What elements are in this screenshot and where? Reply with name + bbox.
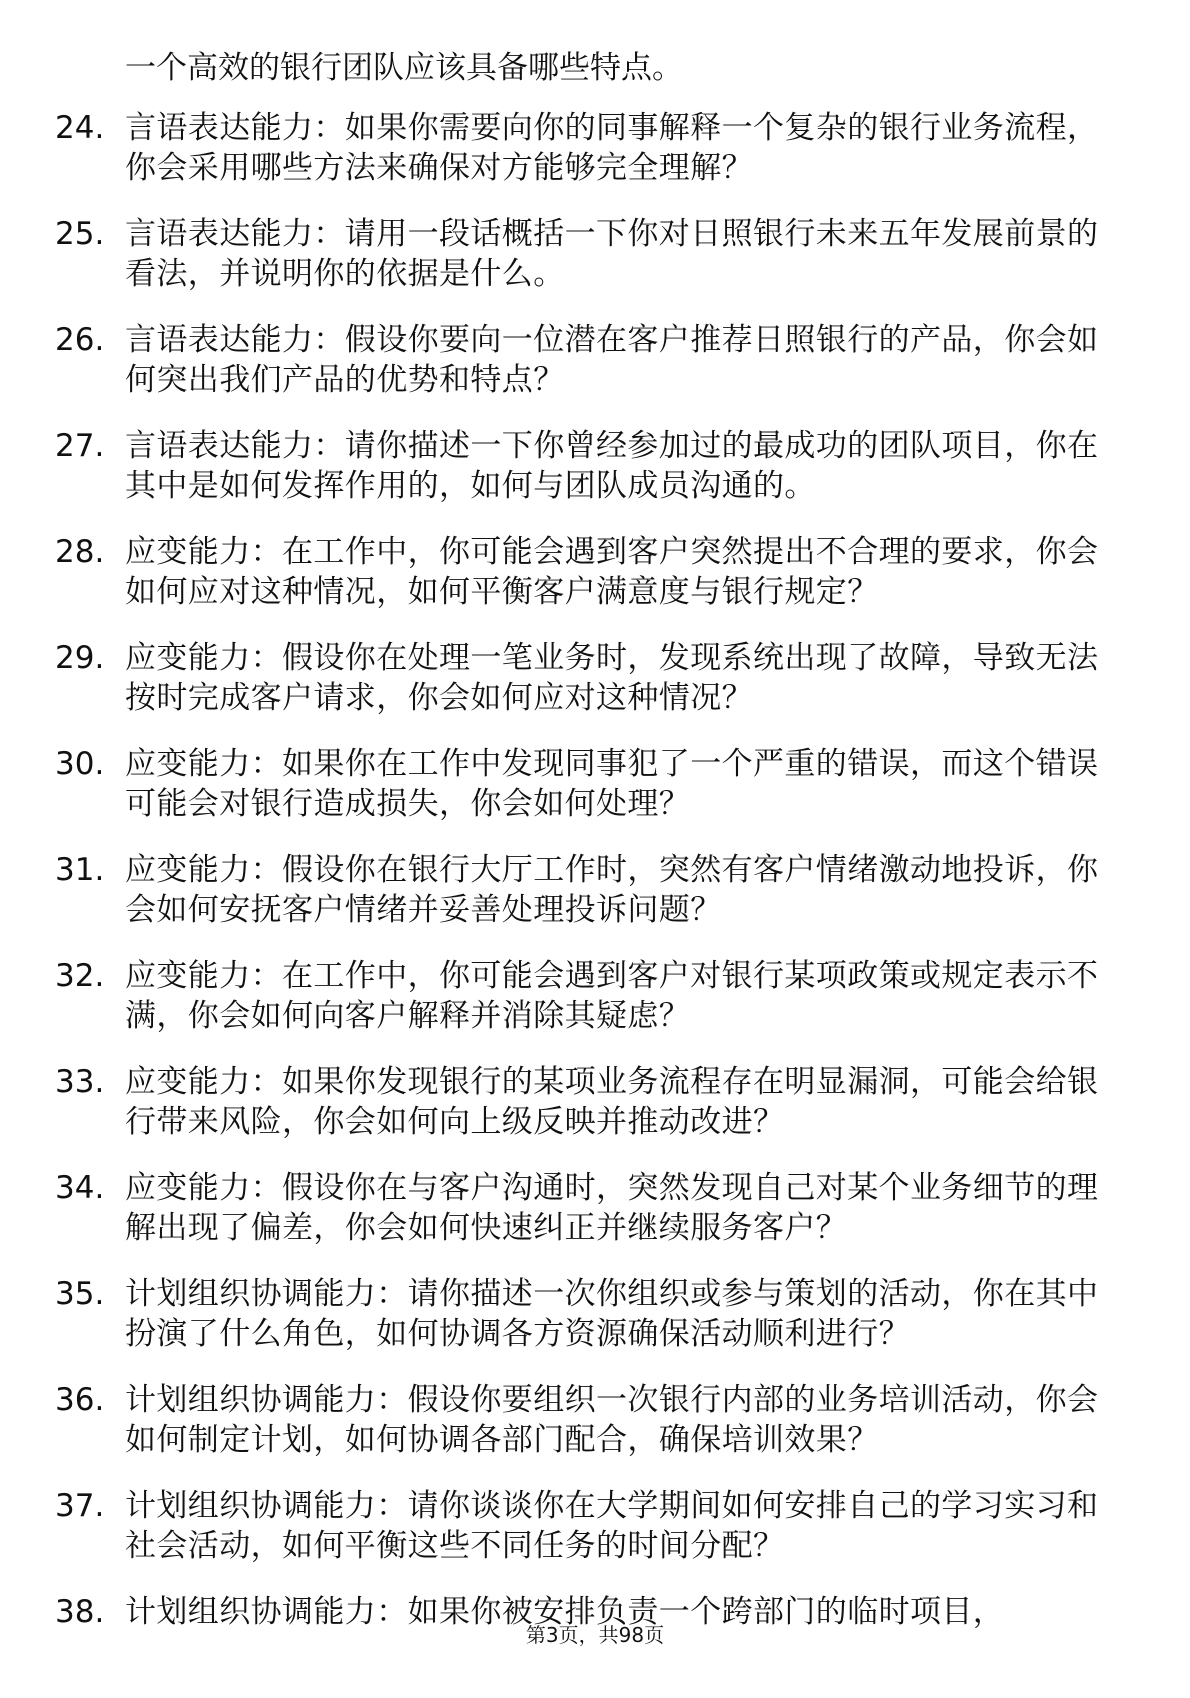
question-number: 32. bbox=[55, 958, 105, 994]
question-text: 应变能力：如果你在工作中发现同事犯了一个严重的错误，而这个错误可能会对银行造成损失，你会如何处理？ bbox=[125, 746, 1099, 822]
question-text: 言语表达能力：请你描述一下你曾经参加过的最成功的团队项目，你在其中是如何发挥作用的，如何与团队成员沟通的。 bbox=[125, 428, 1099, 504]
question-number: 27. bbox=[55, 428, 105, 464]
question-text: 计划组织协调能力：请你描述一次你组织或参与策划的活动，你在其中扮演了什么角色，如何协调各方资源确保活动顺利进行？ bbox=[125, 1276, 1099, 1352]
question-number: 34. bbox=[55, 1170, 105, 1206]
question-item bbox=[55, 744, 1115, 850]
question-item bbox=[55, 1168, 1115, 1274]
question-item bbox=[55, 108, 1115, 214]
question-text: 应变能力：假设你在银行大厅工作时，突然有客户情绪激动地投诉，你会如何安抚客户情绪并妥善处理投诉问题？ bbox=[125, 852, 1099, 928]
continuation-text: 一个高效的银行团队应该具备哪些特点。 bbox=[125, 50, 683, 86]
question-number: 35. bbox=[55, 1276, 105, 1312]
question-number: 28. bbox=[55, 534, 105, 570]
question-item bbox=[55, 320, 1115, 426]
question-text: 应变能力：在工作中，你可能会遇到客户突然提出不合理的要求，你会如何应对这种情况，如何平衡客户满意度与银行规定？ bbox=[125, 534, 1099, 610]
question-number: 25. bbox=[55, 216, 105, 252]
question-text: 言语表达能力：请用一段话概括一下你对日照银行未来五年发展前景的看法，并说明你的依据是什么。 bbox=[125, 216, 1099, 292]
question-item bbox=[55, 532, 1115, 638]
question-item bbox=[55, 1380, 1115, 1486]
question-number: 29. bbox=[55, 640, 105, 676]
question-number: 31. bbox=[55, 852, 105, 888]
question-item bbox=[55, 956, 1115, 1062]
question-text: 应变能力：假设你在处理一笔业务时，发现系统出现了故障，导致无法按时完成客户请求，你会如何应对这种情况？ bbox=[125, 640, 1099, 716]
question-item bbox=[55, 214, 1115, 320]
question-text: 应变能力：如果你发现银行的某项业务流程存在明显漏洞，可能会给银行带来风险，你会如何向上级反映并推动改进？ bbox=[125, 1064, 1099, 1140]
question-text: 应变能力：在工作中，你可能会遇到客户对银行某项政策或规定表示不满，你会如何向客户解释并消除其疑虑？ bbox=[125, 958, 1099, 1034]
question-number: 26. bbox=[55, 322, 105, 358]
question-number: 38. bbox=[55, 1594, 105, 1630]
question-number: 36. bbox=[55, 1382, 105, 1418]
question-item bbox=[55, 426, 1115, 532]
question-text: 应变能力：假设你在与客户沟通时，突然发现自己对某个业务细节的理解出现了偏差，你会如何快速纠正并继续服务客户？ bbox=[125, 1170, 1099, 1246]
question-text: 计划组织协调能力：假设你要组织一次银行内部的业务培训活动，你会如何制定计划，如何协调各部门配合，确保培训效果？ bbox=[125, 1382, 1099, 1458]
question-item bbox=[55, 1062, 1115, 1168]
question-text: 计划组织协调能力：请你谈谈你在大学期间如何安排自己的学习实习和社会活动，如何平衡这些不同任务的时间分配？ bbox=[125, 1488, 1099, 1564]
question-item bbox=[55, 850, 1115, 956]
question-number: 30. bbox=[55, 746, 105, 782]
question-text: 计划组织协调能力：如果你被安排负责一个跨部门的临时项目， bbox=[125, 1594, 1005, 1630]
question-number: 24. bbox=[55, 110, 105, 146]
page-footer: 第3页，共98页 bbox=[525, 1623, 665, 1647]
question-item bbox=[55, 1486, 1115, 1592]
question-item bbox=[55, 1274, 1115, 1380]
question-number: 33. bbox=[55, 1064, 105, 1100]
question-item bbox=[55, 638, 1115, 744]
question-text: 言语表达能力：假设你要向一位潜在客户推荐日照银行的产品，你会如何突出我们产品的优势和特点？ bbox=[125, 322, 1099, 398]
question-text: 言语表达能力：如果你需要向你的同事解释一个复杂的银行业务流程，你会采用哪些方法来确保对方能够完全理解？ bbox=[125, 110, 1099, 186]
question-number: 37. bbox=[55, 1488, 105, 1524]
question-list bbox=[55, 108, 1115, 1698]
